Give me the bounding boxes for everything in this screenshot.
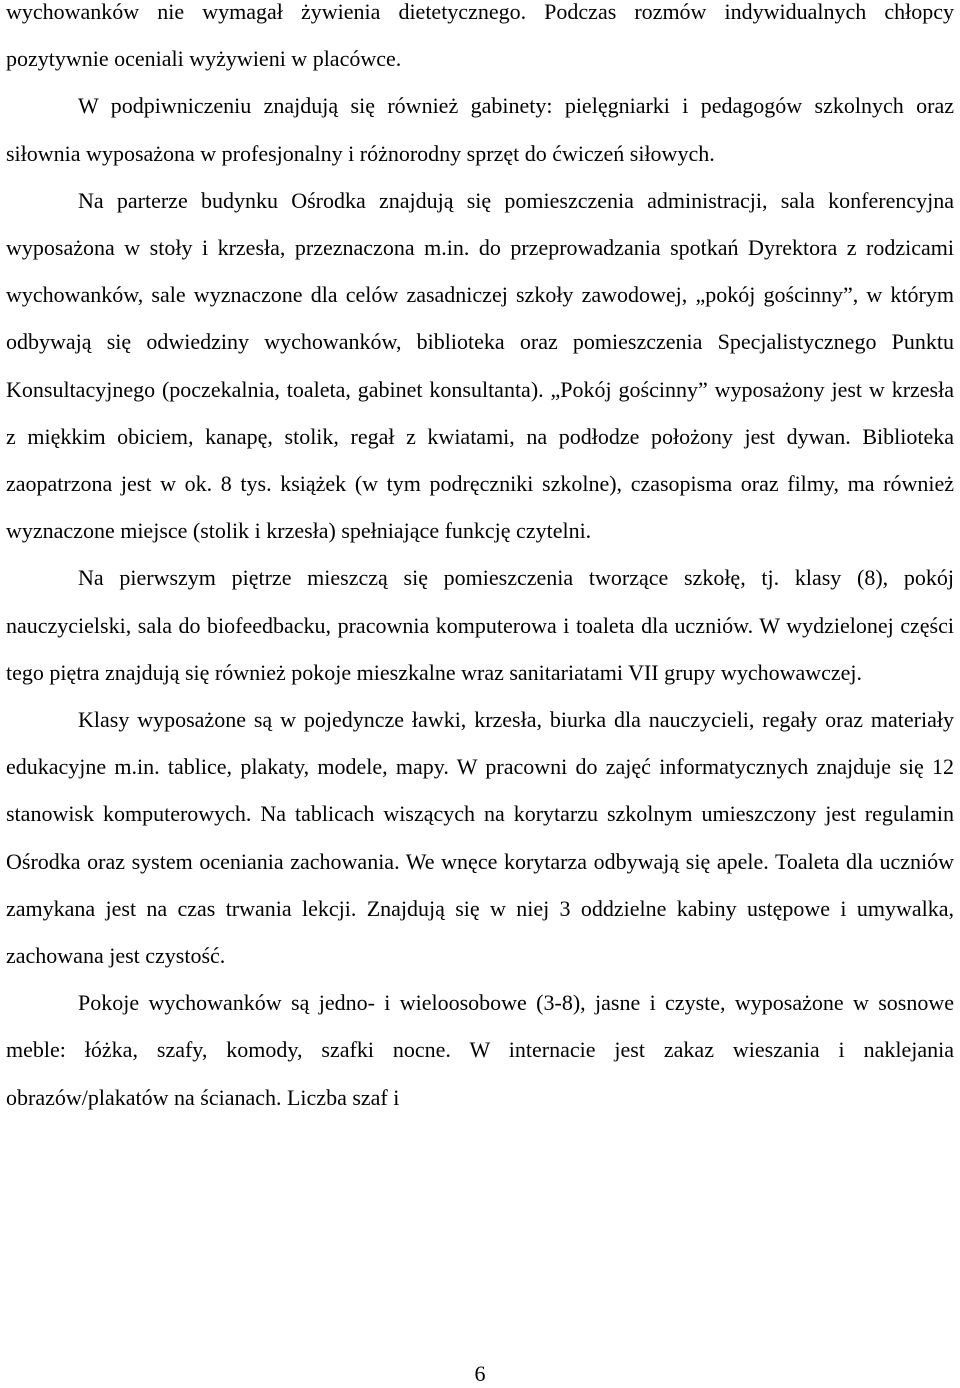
paragraph-1: wychowanków nie wymagał żywienia dietetycznego. Podczas rozmów indywidualnych chłopcy pozytywnie oceniali wyżywieni w placówce. — [6, 0, 954, 72]
paragraph-5: Klasy wyposażone są w pojedyncze ławki, krzesła, biurka dla nauczycieli, regały oraz materiały edukacyjne m.in. tablice, plakaty, modele, mapy. W pracowni do zajęć informatycznych znajduje się 12 stanowisk komputerowych. Na tablicach wiszących na korytarzu szkolnym umieszczony jest regulamin Ośrodka oraz system oceniania zachowania. We wnęce korytarza odbywają się apele. Toaleta dla uczniów zamykana jest na czas trwania lekcji. Znajdują się w niej 3 oddzielne kabiny ustępowe i umywalka, zachowana jest czystość. — [6, 707, 954, 969]
paragraph-2: W podpiwniczeniu znajdują się również gabinety: pielęgniarki i pedagogów szkolnych oraz siłownia wyposażona w profesjonalny i różnorodny sprzęt do ćwiczeń siłowych. — [6, 93, 954, 166]
document-page — [6, 0, 954, 1121]
paragraph-4: Na pierwszym piętrze mieszczą się pomieszczenia tworzące szkołę, tj. klasy (8), pokój nauczycielski, sala do biofeedbacku, pracownia komputerowa i toaleta dla uczniów. W wydzielonej części tego piętra znajdują się również pokoje mieszkalne wraz sanitariatami VII grupy wychowawczej. — [6, 565, 954, 685]
page-number: 6 — [474, 1361, 486, 1386]
paragraph-6: Pokoje wychowanków są jedno- i wieloosobowe (3-8), jasne i czyste, wyposażone w sosnowe meble: łóżka, szafy, komody, szafki nocne. W internacie jest zakaz wieszania i naklejania obrazów/plakatów na ścianach. Liczba szaf i — [6, 990, 954, 1110]
paragraph-3: Na parterze budynku Ośrodka znajdują się pomieszczenia administracji, sala konferencyjna wyposażona w stoły i krzesła, przeznaczona m.in. do przeprowadzania spotkań Dyrektora z rodzicami wychowanków, sale wyznaczone dla celów zasadniczej szkoły zawodowej, „pokój gościnny”, w którym odbywają się odwiedziny wychowanków, biblioteka oraz pomieszczenia Specjalistycznego Punktu Konsultacyjnego (poczekalnia, toaleta, gabinet konsultanta). „Pokój gościnny” wyposażony jest w krzesła z miękkim obiciem, kanapę, stolik, regał z kwiatami, na podłodze położony jest dywan. Biblioteka zaopatrzona jest w ok. 8 tys. książek (w tym podręczniki szkolne), czasopisma oraz filmy, ma również wyznaczone miejsce (stolik i krzesła) spełniające funkcję czytelni. — [6, 187, 954, 544]
